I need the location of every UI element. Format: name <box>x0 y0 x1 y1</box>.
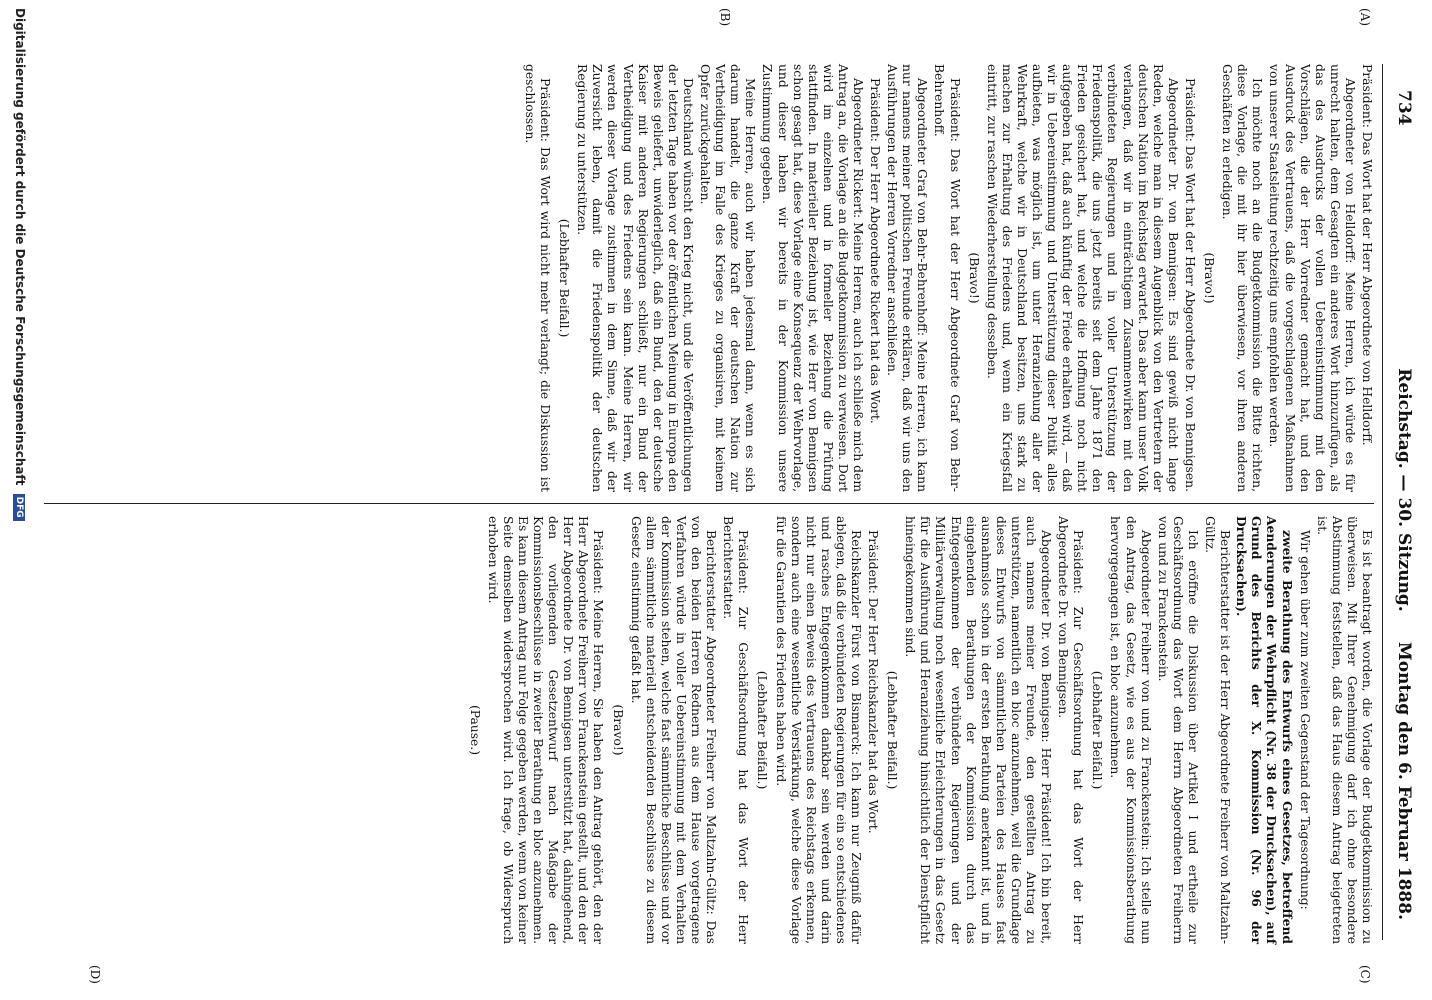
header-rule <box>1382 64 1383 940</box>
paragraph: Abgeordneter Graf von Behr-Behrenhoff: Meine Herren, ich kann nur namens meiner politischen Freunde erklären, daß wir uns den Ausführungen der Herren Vorredner anschließen. <box>885 64 930 492</box>
paragraph: Abgeordneter Dr. von Bennigsen: Herr Präsident! Ich bin bereit, auch namens meiner Freunde, den gestellten Antrag zu unterstützen, namentlich en bloc anzunehmen, weil die Grundlage dieses Entwurfs von sämmtlichen Parteien des Hauses fast ausnahmslos schon in der ersten Berathung anerkannt ist, und in eingehenden Berathungen der Kommission durch das Entgegenkommen der verbündeten Regierungen und der Militärverwaltung noch wesentliche Erleichterungen in das Gesetz für die Ausführung und Heranziehung hinsichtlich der Dienstpflicht hineingekommen sind. <box>903 516 1054 944</box>
page-number: 734 <box>1394 90 1414 126</box>
margin-marker-b: (B) <box>718 8 732 27</box>
applause-note: (Bravo!) <box>966 252 981 304</box>
paragraph: Abgeordneter Dr. von Bennigsen: Es sind gewiß nicht lange Reden, welche man in diesem Augenblick von den Vertretern der deutschen Nation im Reichstag erwartet. Das aber kann unser Volk verlangen, daß wir in einträchtigem Zusammenwirken mit den verbündeten Regierungen und in voller Unterstützung der Friedenspolitik, die uns jetzt bereits seit dem Jahre 1871 den Frieden gesichert hat, und welche die Hoffnung noch nicht aufgegeben hat, daß auch künftig der Friede erhalten wird, — daß wir in Uebereinstimmung und Unterstützung dieser Politik alles aufbieten, was möglich ist, um unter Heranziehung aller der Wehrkraft, welche wir in Deutschland besitzen, uns stark zu machen zur Erhaltung des Friedens und, wenn ein Kriegsfall eintritt, zur raschen Wiederherstellung desselben. <box>984 64 1180 492</box>
paragraph: Präsident: Das Wort hat der Herr Abgeordnete Dr. von Bennigsen. <box>1182 78 1197 492</box>
paragraph: Präsident: Der Herr Reichskanzler hat das Wort. <box>866 530 881 834</box>
applause-note: (Lebhafter Beifall.) <box>755 670 770 790</box>
paragraph: Präsident: Zur Geschäftsordnung hat das Wort der Herr Berichterstatter. <box>721 516 751 944</box>
paragraph: Reichskanzler Fürst von Bismarck: Ich kann nur Zeugniß dafür ablegen, daß die verbündeten Regierungen für ein so entschiedenes und rasches Entgegenkommen dankbar sein werden und darin nicht nur einen Beweis des Vertrauens des Reichstags erkennen, sondern auch eine wesentliche Verstärkung, welche diese Vorlage für die Garantien des Friedens haben wird. <box>773 516 863 944</box>
credit-text: Digitalisierung gefördert durch die Deutsche Forschungsgemeinschaft <box>13 8 27 486</box>
paragraph: Meine Herren, auch wir haben jedesmal dann, wenn es sich darum handelt, die ganze Kraft der deutschen Nation zur Vertheidigung im Falle des Krieges zu organisiren, mit keinem Opfer zurückgehalten. <box>698 64 758 492</box>
header-title: Reichstag. — 30. Sitzung. <box>1394 368 1414 612</box>
paragraph: Deutschland wünscht den Krieg nicht, und die Veröffentlichungen der letzten Tage haben vor der öffentlichen Meinung in Europa den Beweis geliefert, unwiderleglich, daß ein Bund, den der deutsche Kaiser mit anderen Regierungen schließt, nur ein Bund der Vertheidigung und des Friedens sein kann. Meine Herren, wir werden dieser Vorlage zustimmen in dem Sinne, daß wir der Zuversicht leben, damit die Friedenspolitik der deutschen Regierung zu unterstützen. <box>575 64 695 492</box>
margin-marker-a: (A) <box>1358 8 1372 27</box>
digitization-credit <box>13 8 27 521</box>
paragraph: Präsident: Das Wort hat der Herr Abgeordnete von Helldorff. <box>1360 64 1374 446</box>
paragraph: Abgeordneter Rickert: Meine Herren, auch ich schließe mich dem Antrag an, die Vorlage an die Budgetkommission zu verweisen. Dort wird im einzelnen und in formeller Beziehung die Prüfung stattfinden. In materieller Beziehung ist, wie Herr von Bennigsen schon gesagt hat, diese Vorlage eine Konsequenz der Wehrvorlage, und dieser haben wir bereits in der Kommission unsere Zustimmung gegeben. <box>760 64 865 492</box>
pause-note: (Pause.) <box>467 704 482 756</box>
applause-note: (Lebhafter Beifall.) <box>557 218 572 338</box>
paragraph: Es ist beantragt worden, die Vorlage der Budgetkommission zu überweisen. Mit Ihrer Genehmigung darf ich ohne besondere Abstimmung feststellen, daß das Haus diesem Antrag beigetreten ist. <box>1314 516 1374 944</box>
paragraph: Wir gehen über zum zweiten Gegenstand der Tagesordnung: <box>1297 530 1312 910</box>
applause-note: (Bravo!) <box>610 704 625 756</box>
paragraph: Präsident: Zur Geschäftsordnung hat das Wort der Herr Abgeordnete Dr. von Bennigsen. <box>1056 516 1086 944</box>
paragraph: Präsident: Das Wort hat der Herr Abgeordnete Graf von Behr-Behrenhoff. <box>932 64 962 492</box>
header-date: Montag den 6. Februar 1888. <box>1394 641 1414 920</box>
left-column <box>520 64 1374 492</box>
paragraph: Berichterstatter ist der Herr Abgeordnete Freiherr von Maltzahn-Gültz. <box>1203 516 1233 944</box>
running-header <box>1390 60 1414 920</box>
applause-note: (Bravo!) <box>1202 252 1217 304</box>
paragraph: Abgeordneter von Helldorff: Meine Herren, ich würde es für unrecht halten, dem Gesagten ein anderes Wort hinzuzufügen, als das des Ausdrucks der vollen Uebereinstimmung mit den Vorschlägen, die der Herr Vorredner gemacht hat, und den Ausdruck des Vertrauens, daß die vorgeschlagenen Maßnahmen von unserer Staatsleitung rechtzeitig uns empfohlen werden. <box>1267 64 1357 492</box>
margin-marker-d: (D) <box>88 965 102 984</box>
column-rule <box>44 503 1374 504</box>
margin-marker-c: (C) <box>1358 965 1372 984</box>
paragraph: Präsident: Der Herr Abgeordnete Rickert hat das Wort. <box>868 78 883 424</box>
paragraph: Ich eröffne die Diskussion über Artikel I und ertheile zur Geschäftsordnung das Wort dem Herrn Abgeordneten Freiherrn von und zu Franckenstein. <box>1155 516 1200 944</box>
paragraph: Präsident: Meine Herren, Sie haben den Antrag gehört, den der Herr Abgeordnete Freiherr von Franckenstein gestellt, und den der Herr Abgeordnete Dr. von Bennigsen unterstützt hat, dahingehend, den vorliegenden Gesetzentwurf nach Maßgabe der Kommissionsbeschlüsse in zweiter Berathung en bloc anzunehmen. Es kann diesem Antrag nur Folge gegeben werden, wenn von keiner Seite demselben widersprochen wird. Ich frage, ob Widerspruch erhoben wird. <box>485 516 606 944</box>
right-column <box>463 516 1374 944</box>
paragraph: Abgeordneter Freiherr von und zu Franckenstein: Ich stelle nun den Antrag, das Gesetz, wie es aus der Kommissionsberathung hervorgegangen ist, en bloc anzunehmen. <box>1108 516 1153 944</box>
applause-note: (Lebhafter Beifall.) <box>885 670 900 790</box>
agenda-item: zweite Berathung des Entwurfs eines Gesetzes, betreffend Aenderungen der Wehrpflicht (Nr. 38 der Drucksachen), auf Grund des Berichts der X. Kommission (Nr. 96 der Drucksachen). <box>1234 516 1295 944</box>
paragraph: Ich möchte noch an die Budgetkommission die Bitte richten, diese Vorlage, die mit ihr hier überwiesen, vor ihren anderen Geschäften zu erledigen. <box>1220 64 1265 492</box>
paragraph: Berichterstatter Abgeordneter Freiherr von Maltzahn-Gültz: Das von den beiden Herren Rednern aus dem Hause vorgetragene Verfahren würde in voller Uebereinstimmung mit dem Verhalten der Kommission stehen, welche fast sämmtliche Beschlüsse und vor allem sämmtliche materiell entscheidenden Beschlüsse zu diesem Gesetz einstimmig gefaßt hat. <box>628 516 719 944</box>
applause-note: (Lebhafter Beifall.) <box>1090 670 1105 790</box>
paragraph: Präsident: Das Wort wird nicht mehr verlangt; die Diskussion ist geschlossen. <box>523 64 553 492</box>
dfg-logo-icon: DFG <box>14 494 26 521</box>
